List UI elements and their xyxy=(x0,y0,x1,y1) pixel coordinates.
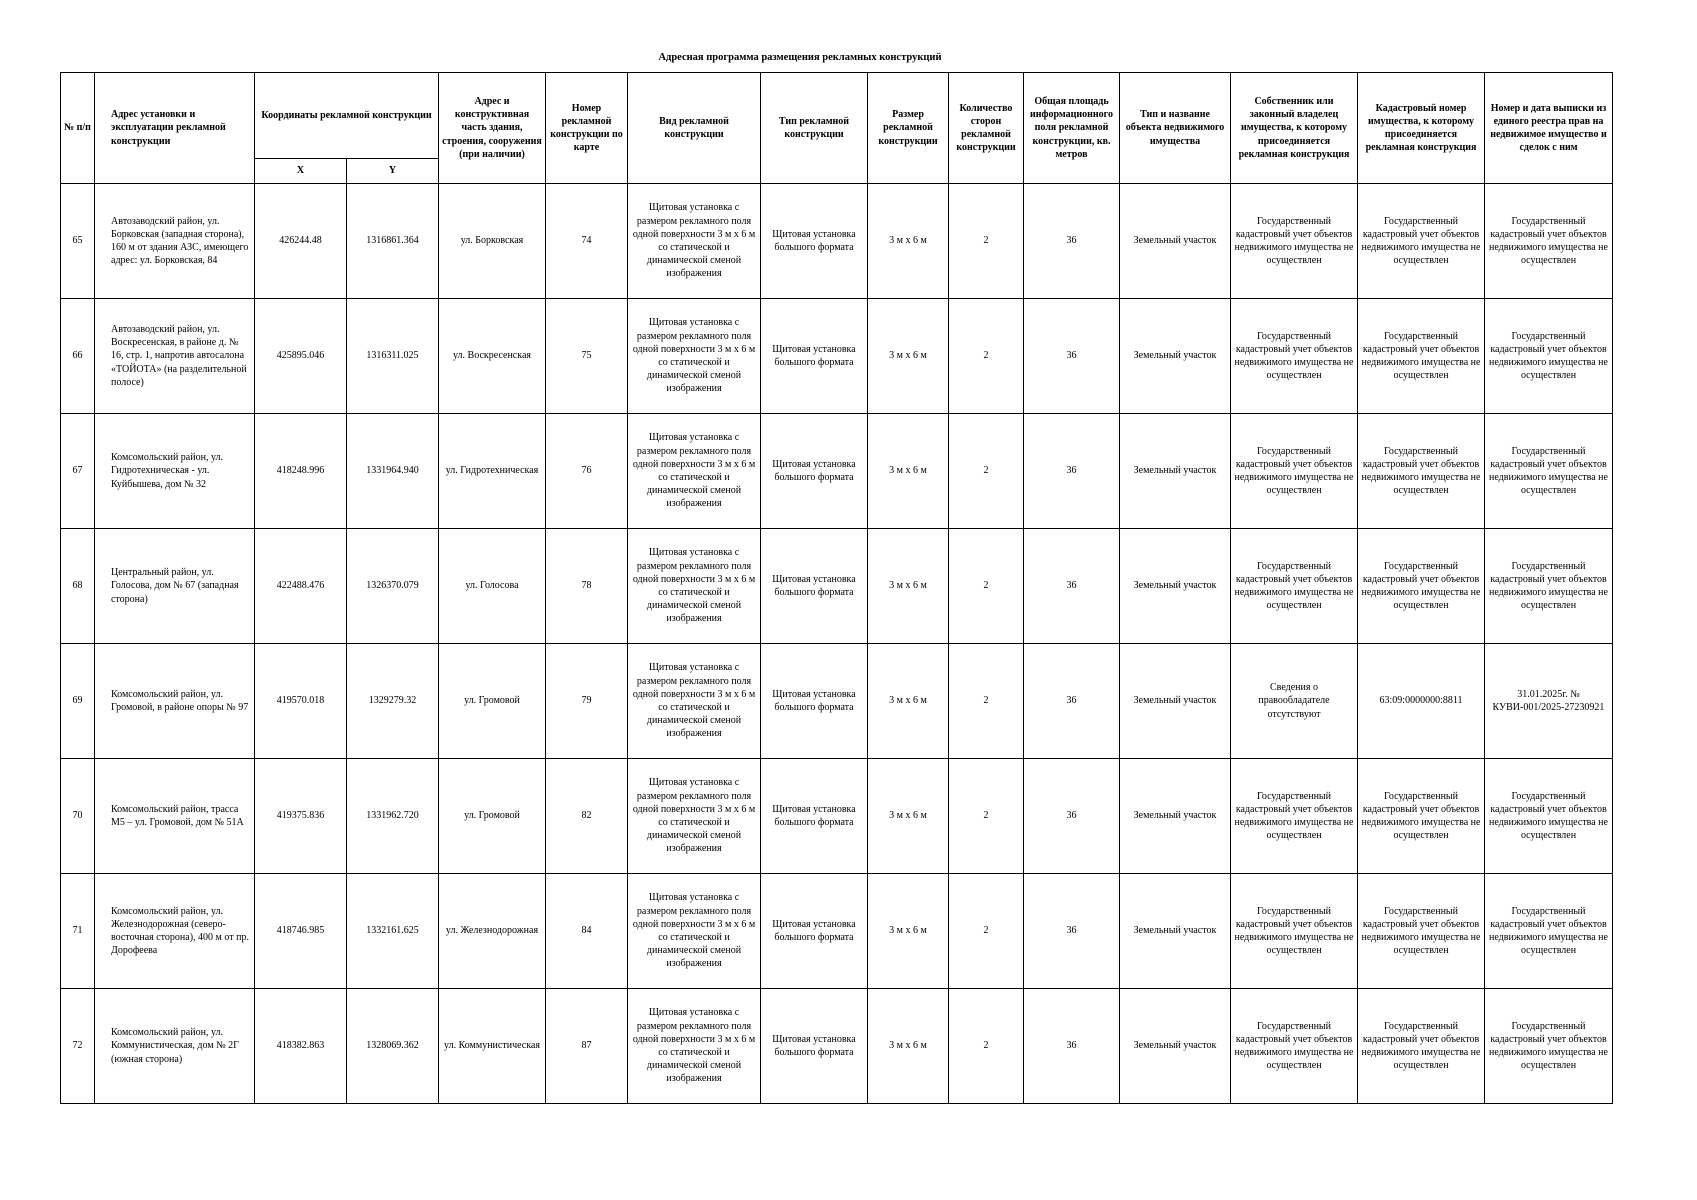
cell-owner: Государственный кадастровый учет объектов недвижимого имущества не осуществлен xyxy=(1231,414,1358,529)
cell-building: ул. Воскресенская xyxy=(439,299,546,414)
cell-cadastral: Государственный кадастровый учет объектов недвижимого имущества не осуществлен xyxy=(1358,184,1485,299)
cell-registry: Государственный кадастровый учет объектов недвижимого имущества не осуществлен xyxy=(1485,529,1613,644)
table-row xyxy=(61,414,1613,529)
cell-x: 418746.985 xyxy=(255,874,347,989)
cell-y: 1331962.720 xyxy=(347,759,439,874)
cell-sides: 2 xyxy=(949,414,1024,529)
cell-map-no: 74 xyxy=(546,184,628,299)
cell-area: 36 xyxy=(1024,644,1120,759)
cell-map-no: 78 xyxy=(546,529,628,644)
table-row xyxy=(61,874,1613,989)
header-coords: Координаты рекламной конструкции xyxy=(255,73,439,159)
cell-num: 65 xyxy=(61,184,95,299)
cell-type: Щитовая установка большого формата xyxy=(761,644,868,759)
cell-cadastral: Государственный кадастровый учет объектов недвижимого имущества не осуществлен xyxy=(1358,759,1485,874)
cell-type: Щитовая установка большого формата xyxy=(761,184,868,299)
cell-size: 3 м х 6 м xyxy=(868,644,949,759)
cell-property: Земельный участок xyxy=(1120,184,1231,299)
cell-address: Комсомольский район, ул. Коммунистическая, дом № 2Г (южная сторона) xyxy=(95,989,255,1104)
cell-registry: Государственный кадастровый учет объектов недвижимого имущества не осуществлен xyxy=(1485,989,1613,1104)
cell-type: Щитовая установка большого формата xyxy=(761,874,868,989)
cell-owner: Государственный кадастровый учет объектов недвижимого имущества не осуществлен xyxy=(1231,299,1358,414)
cell-property: Земельный участок xyxy=(1120,644,1231,759)
table-body xyxy=(61,184,1613,1104)
cell-x: 419375.836 xyxy=(255,759,347,874)
header-x: X xyxy=(255,159,347,184)
cell-registry: 31.01.2025г. № КУВИ-001/2025-27230921 xyxy=(1485,644,1613,759)
cell-building: ул. Голосова xyxy=(439,529,546,644)
cell-x: 425895.046 xyxy=(255,299,347,414)
cell-cadastral: Государственный кадастровый учет объектов недвижимого имущества не осуществлен xyxy=(1358,989,1485,1104)
advertising-structures-table xyxy=(60,72,1613,1104)
cell-owner: Государственный кадастровый учет объектов недвижимого имущества не осуществлен xyxy=(1231,989,1358,1104)
cell-kind: Щитовая установка с размером рекламного поля одной поверхности 3 м х 6 м со статической и динамической сменой изображения xyxy=(628,299,761,414)
cell-type: Щитовая установка большого формата xyxy=(761,759,868,874)
header-num: № п/п xyxy=(61,73,95,184)
cell-map-no: 84 xyxy=(546,874,628,989)
cell-owner: Государственный кадастровый учет объектов недвижимого имущества не осуществлен xyxy=(1231,759,1358,874)
cell-map-no: 75 xyxy=(546,299,628,414)
cell-owner: Сведения о правообладателе отсутствуют xyxy=(1231,644,1358,759)
cell-building: ул. Железнодорожная xyxy=(439,874,546,989)
cell-property: Земельный участок xyxy=(1120,529,1231,644)
cell-cadastral: 63:09:0000000:8811 xyxy=(1358,644,1485,759)
cell-property: Земельный участок xyxy=(1120,414,1231,529)
cell-y: 1326370.079 xyxy=(347,529,439,644)
cell-x: 422488.476 xyxy=(255,529,347,644)
cell-address: Комсомольский район, ул. Громовой, в районе опоры № 97 xyxy=(95,644,255,759)
cell-sides: 2 xyxy=(949,874,1024,989)
cell-property: Земельный участок xyxy=(1120,299,1231,414)
cell-address: Комсомольский район, ул. Железнодорожная (северо-восточная сторона), 400 м от пр. Дорофеева xyxy=(95,874,255,989)
cell-type: Щитовая установка большого формата xyxy=(761,989,868,1104)
cell-size: 3 м х 6 м xyxy=(868,529,949,644)
cell-address: Центральный район, ул. Голосова, дом № 67 (западная сторона) xyxy=(95,529,255,644)
cell-owner: Государственный кадастровый учет объектов недвижимого имущества не осуществлен xyxy=(1231,184,1358,299)
cell-registry: Государственный кадастровый учет объектов недвижимого имущества не осуществлен xyxy=(1485,759,1613,874)
table-row xyxy=(61,759,1613,874)
table-row xyxy=(61,299,1613,414)
cell-type: Щитовая установка большого формата xyxy=(761,529,868,644)
cell-cadastral: Государственный кадастровый учет объектов недвижимого имущества не осуществлен xyxy=(1358,529,1485,644)
cell-x: 418248.996 xyxy=(255,414,347,529)
cell-y: 1331964.940 xyxy=(347,414,439,529)
cell-size: 3 м х 6 м xyxy=(868,874,949,989)
cell-size: 3 м х 6 м xyxy=(868,299,949,414)
cell-size: 3 м х 6 м xyxy=(868,414,949,529)
cell-registry: Государственный кадастровый учет объектов недвижимого имущества не осуществлен xyxy=(1485,184,1613,299)
cell-registry: Государственный кадастровый учет объектов недвижимого имущества не осуществлен xyxy=(1485,299,1613,414)
cell-x: 419570.018 xyxy=(255,644,347,759)
cell-kind: Щитовая установка с размером рекламного поля одной поверхности 3 м х 6 м со статической и динамической сменой изображения xyxy=(628,644,761,759)
cell-sides: 2 xyxy=(949,299,1024,414)
cell-map-no: 76 xyxy=(546,414,628,529)
cell-map-no: 82 xyxy=(546,759,628,874)
cell-sides: 2 xyxy=(949,529,1024,644)
cell-y: 1329279.32 xyxy=(347,644,439,759)
cell-registry: Государственный кадастровый учет объектов недвижимого имущества не осуществлен xyxy=(1485,414,1613,529)
table-header xyxy=(61,73,1613,184)
header-size: Размер рекламной конструкции xyxy=(868,73,949,184)
cell-building: ул. Громовой xyxy=(439,644,546,759)
cell-num: 66 xyxy=(61,299,95,414)
cell-area: 36 xyxy=(1024,529,1120,644)
cell-building: ул. Гидротехническая xyxy=(439,414,546,529)
cell-area: 36 xyxy=(1024,759,1120,874)
cell-area: 36 xyxy=(1024,989,1120,1104)
cell-x: 426244.48 xyxy=(255,184,347,299)
cell-num: 72 xyxy=(61,989,95,1104)
cell-map-no: 79 xyxy=(546,644,628,759)
table-row xyxy=(61,529,1613,644)
cell-x: 418382.863 xyxy=(255,989,347,1104)
cell-kind: Щитовая установка с размером рекламного поля одной поверхности 3 м х 6 м со статической и динамической сменой изображения xyxy=(628,874,761,989)
cell-size: 3 м х 6 м xyxy=(868,184,949,299)
header-sides: Количество сторон рекламной конструкции xyxy=(949,73,1024,184)
cell-size: 3 м х 6 м xyxy=(868,989,949,1104)
header-property: Тип и название объекта недвижимого имущества xyxy=(1120,73,1231,184)
cell-sides: 2 xyxy=(949,644,1024,759)
cell-kind: Щитовая установка с размером рекламного поля одной поверхности 3 м х 6 м со статической и динамической сменой изображения xyxy=(628,184,761,299)
cell-sides: 2 xyxy=(949,759,1024,874)
cell-num: 69 xyxy=(61,644,95,759)
cell-property: Земельный участок xyxy=(1120,989,1231,1104)
cell-cadastral: Государственный кадастровый учет объектов недвижимого имущества не осуществлен xyxy=(1358,874,1485,989)
cell-building: ул. Громовой xyxy=(439,759,546,874)
cell-map-no: 87 xyxy=(546,989,628,1104)
cell-address: Автозаводский район, ул. Борковская (западная сторона), 160 м от здания АЗС, имеющего адрес: ул. Борковская, 84 xyxy=(95,184,255,299)
table-row xyxy=(61,184,1613,299)
cell-num: 68 xyxy=(61,529,95,644)
header-map-no: Номер рекламной конструкции по карте xyxy=(546,73,628,184)
cell-registry: Государственный кадастровый учет объектов недвижимого имущества не осуществлен xyxy=(1485,874,1613,989)
cell-sides: 2 xyxy=(949,184,1024,299)
cell-num: 70 xyxy=(61,759,95,874)
cell-area: 36 xyxy=(1024,874,1120,989)
cell-kind: Щитовая установка с размером рекламного поля одной поверхности 3 м х 6 м со статической и динамической сменой изображения xyxy=(628,414,761,529)
cell-area: 36 xyxy=(1024,299,1120,414)
cell-address: Автозаводский район, ул. Воскресенская, в районе д. № 16, стр. 1, напротив автосалона «ТОЙОТА» (на разделительной полосе) xyxy=(95,299,255,414)
header-type: Тип рекламной конструкции xyxy=(761,73,868,184)
header-kind: Вид рекламной конструкции xyxy=(628,73,761,184)
cell-cadastral: Государственный кадастровый учет объектов недвижимого имущества не осуществлен xyxy=(1358,414,1485,529)
cell-sides: 2 xyxy=(949,989,1024,1104)
header-cadastral: Кадастровый номер имущества, к которому присоединяется рекламная конструкция xyxy=(1358,73,1485,184)
cell-address: Комсомольский район, трасса М5 – ул. Громовой, дом № 51А xyxy=(95,759,255,874)
cell-size: 3 м х 6 м xyxy=(868,759,949,874)
cell-owner: Государственный кадастровый учет объектов недвижимого имущества не осуществлен xyxy=(1231,529,1358,644)
cell-address: Комсомольский район, ул. Гидротехническая - ул. Куйбышева, дом № 32 xyxy=(95,414,255,529)
header-registry: Номер и дата выписки из единого реестра прав на недвижимое имущество и сделок с ним xyxy=(1485,73,1613,184)
table-row xyxy=(61,644,1613,759)
cell-y: 1316861.364 xyxy=(347,184,439,299)
cell-area: 36 xyxy=(1024,184,1120,299)
cell-y: 1316311.025 xyxy=(347,299,439,414)
cell-owner: Государственный кадастровый учет объектов недвижимого имущества не осуществлен xyxy=(1231,874,1358,989)
cell-type: Щитовая установка большого формата xyxy=(761,414,868,529)
cell-area: 36 xyxy=(1024,414,1120,529)
cell-num: 71 xyxy=(61,874,95,989)
cell-num: 67 xyxy=(61,414,95,529)
cell-building: ул. Борковская xyxy=(439,184,546,299)
cell-property: Земельный участок xyxy=(1120,874,1231,989)
header-address: Адрес установки и эксплуатации рекламной конструкции xyxy=(95,73,255,184)
cell-property: Земельный участок xyxy=(1120,759,1231,874)
cell-kind: Щитовая установка с размером рекламного поля одной поверхности 3 м х 6 м со статической и динамической сменой изображения xyxy=(628,529,761,644)
cell-cadastral: Государственный кадастровый учет объектов недвижимого имущества не осуществлен xyxy=(1358,299,1485,414)
cell-kind: Щитовая установка с размером рекламного поля одной поверхности 3 м х 6 м со статической и динамической сменой изображения xyxy=(628,989,761,1104)
cell-kind: Щитовая установка с размером рекламного поля одной поверхности 3 м х 6 м со статической и динамической сменой изображения xyxy=(628,759,761,874)
header-y: Y xyxy=(347,159,439,184)
document-title: Адресная программа размещения рекламных конструкций xyxy=(658,52,942,63)
cell-building: ул. Коммунистическая xyxy=(439,989,546,1104)
table-row xyxy=(61,989,1613,1104)
header-area: Общая площадь информационного поля рекламной конструкции, кв. метров xyxy=(1024,73,1120,184)
cell-type: Щитовая установка большого формата xyxy=(761,299,868,414)
header-building: Адрес и конструктивная часть здания, строения, сооружения (при наличии) xyxy=(439,73,546,184)
cell-y: 1328069.362 xyxy=(347,989,439,1104)
header-owner: Собственник или законный владелец имущества, к которому присоединяется рекламная конструкция xyxy=(1231,73,1358,184)
cell-y: 1332161.625 xyxy=(347,874,439,989)
